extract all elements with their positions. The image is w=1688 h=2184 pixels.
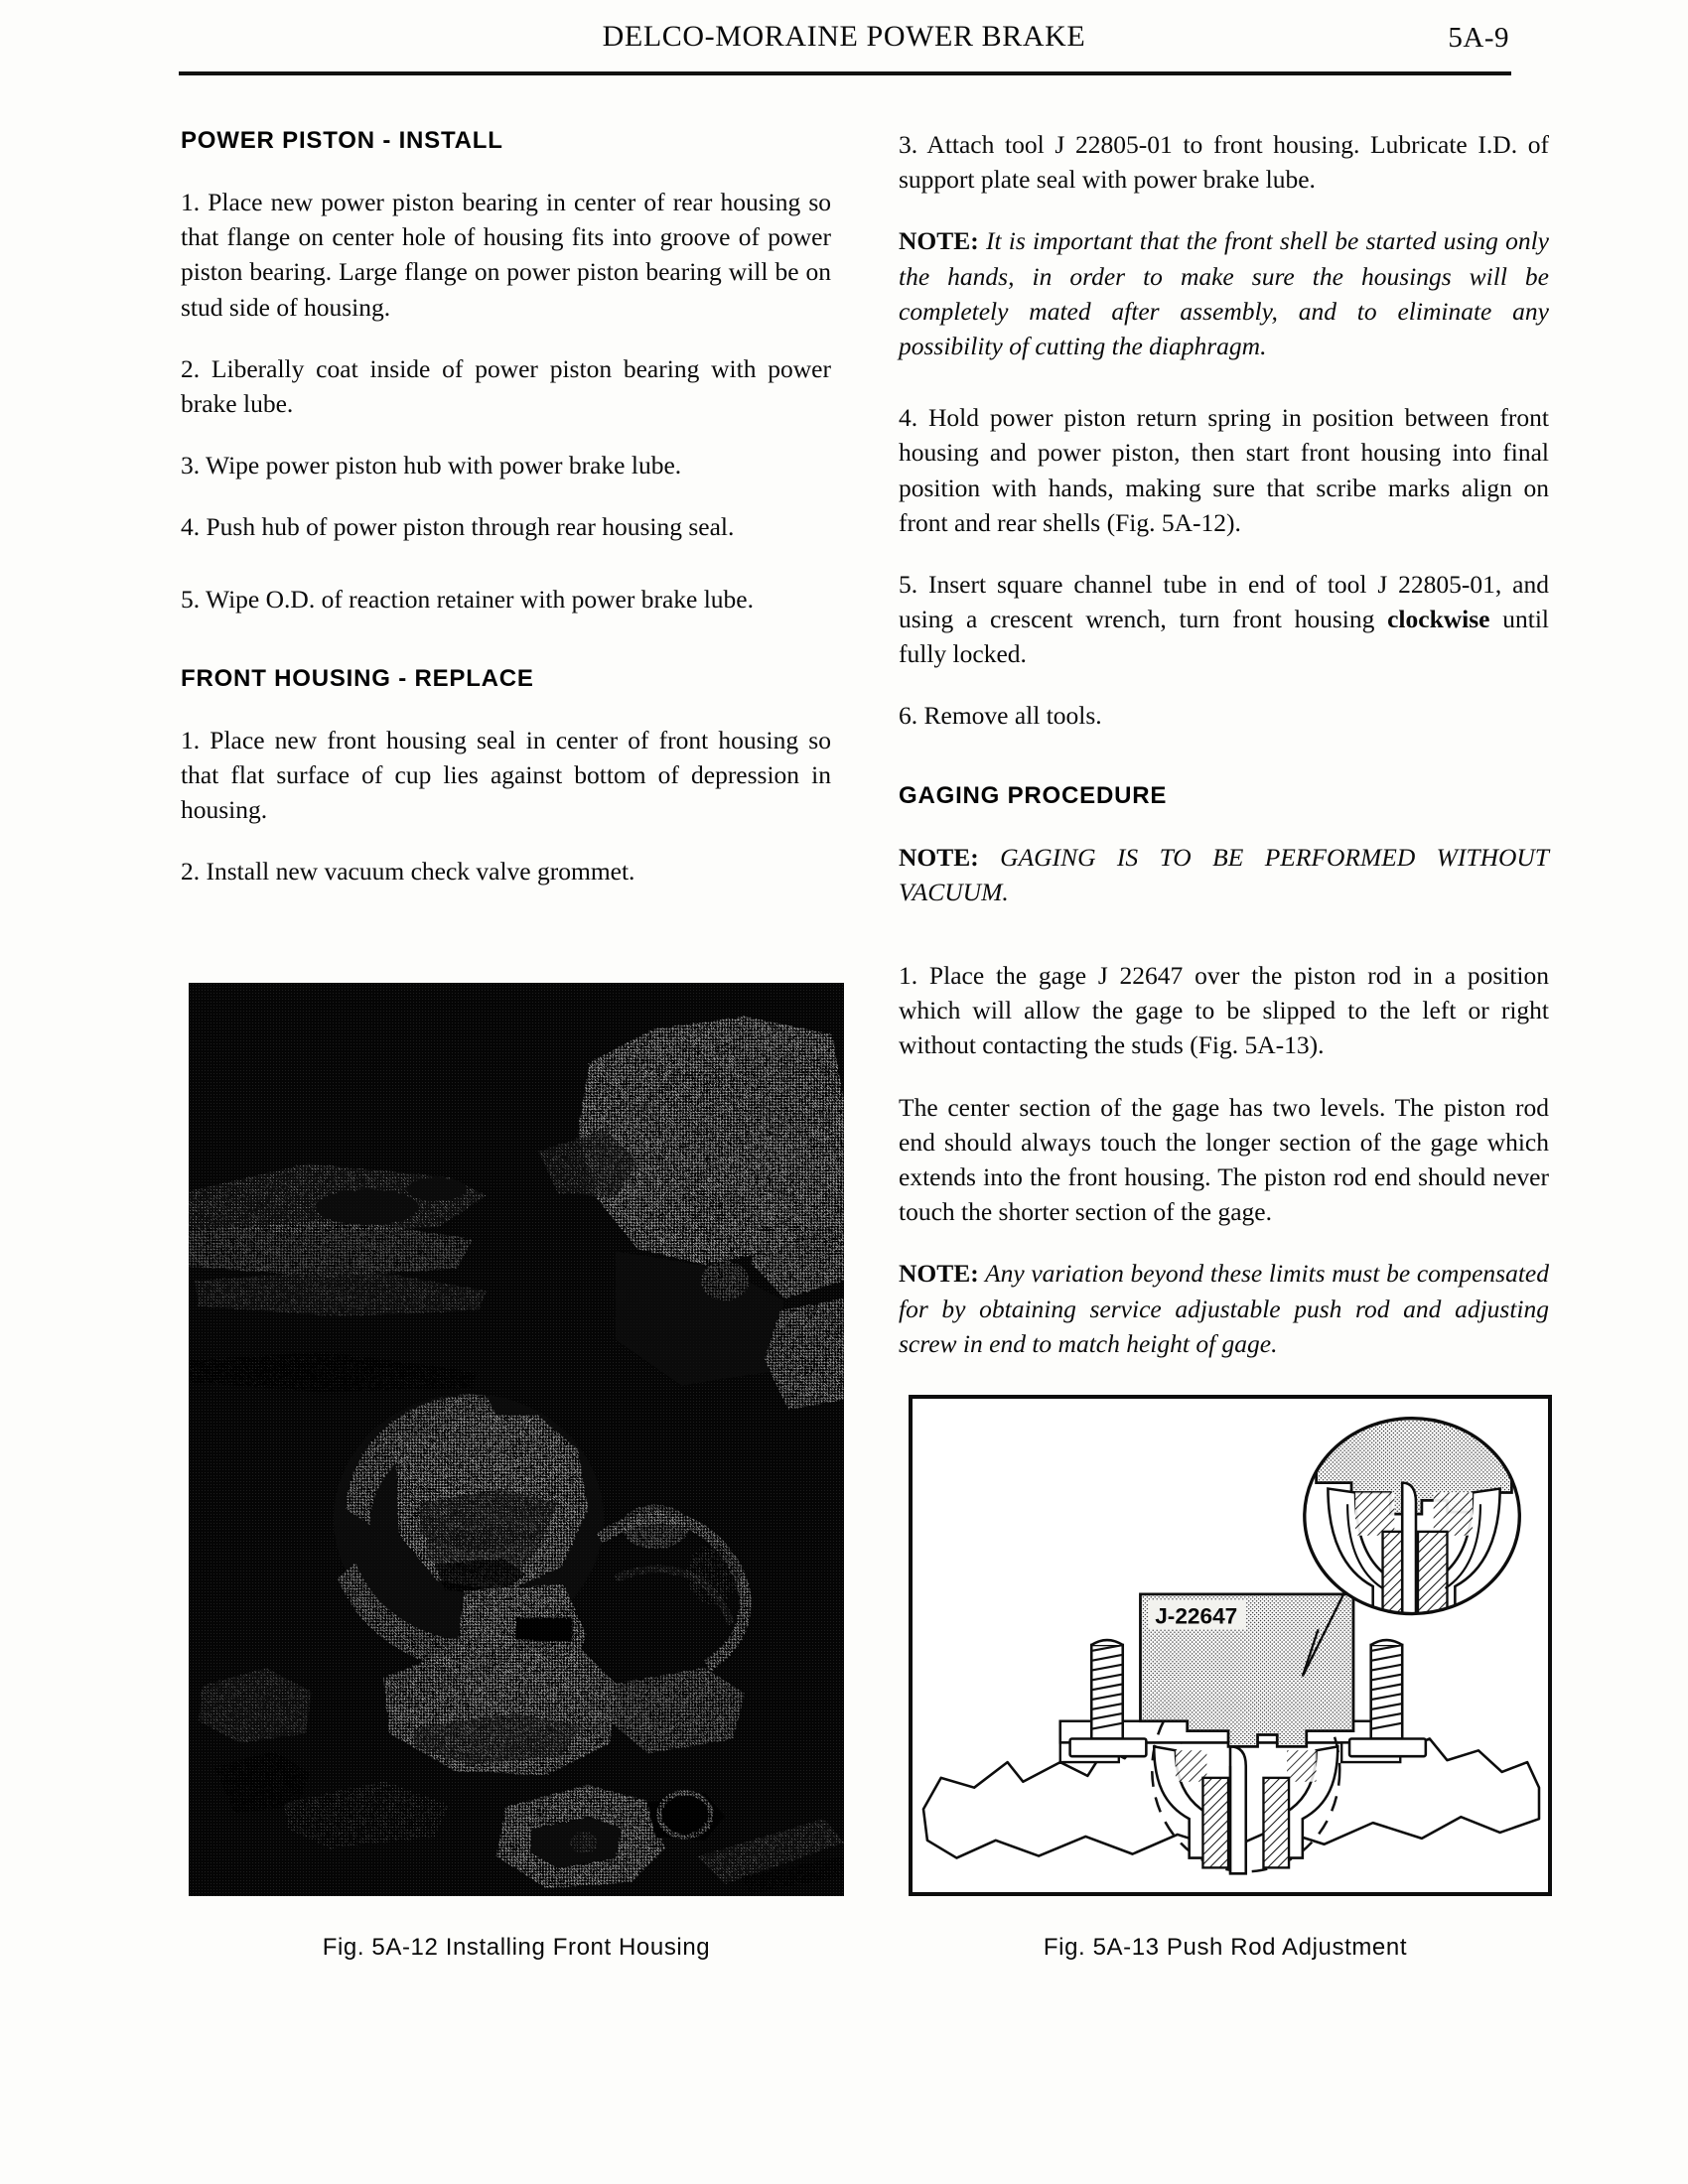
heading-power-piston-install: POWER PISTON - INSTALL [181,127,503,154]
spacer [181,572,831,582]
note-label: NOTE: [899,842,979,872]
step-power-piston-4: 4. Push hub of power piston through rear housing seal. [181,512,735,542]
figure-caption-5a-13: Fig. 5A-13 Push Rod Adjustment [1043,1934,1408,1961]
header-rule [179,71,1511,75]
note-label: NOTE: [899,226,979,256]
note-text: GAGING IS TO BE PERFORMED WITHOUT VACUUM. [899,842,1549,906]
page-number: 5A-9 [1448,22,1509,54]
step-front-housing-4: 4. Hold power piston return spring in position between front housing and power piston, then start front housing into final position with hands, making sure that scribe marks align on front and rear shells (Fig. 5A-12). [899,403,1549,537]
spacer [181,643,831,665]
heading-gaging-procedure: GAGING PROCEDURE [899,781,1168,809]
note-variation-limits [899,1256,1549,1361]
note-text: Any variation beyond these limits must be compensated for by obtaining service adjustable push rod and adjusting screw in end to match height of gage. [899,1259,1549,1358]
step-5-text-part-1: 5. Insert square channel tube in end of tool J 22805-01, and using a crescent wrench, turn front housing [899,569,1549,634]
diagram-tool-label: J-22647 [1155,1603,1238,1629]
step-front-housing-1: 1. Place new front housing seal in center of front housing so that flat surface of cup lies against bottom of depression in housing. [181,725,831,825]
gaging-step-1: 1. Place the gage J 22647 over the piston rod in a position which will allow the gage to be slipped to the left or right without contacting the studs (Fig. 5A-13). [899,961,1549,1060]
heading-front-housing-replace: FRONT HOUSING - REPLACE [181,664,534,692]
step-power-piston-1: 1. Place new power piston bearing in center of rear housing so that flange on center hole of housing fits into groove of power piston bearing. Large flange on power piston bearing will be on stud side of housing. [181,188,831,322]
photo-installing-front-housing [189,983,844,1896]
step-front-housing-6: 6. Remove all tools. [899,701,1102,731]
figure-5a-13 [909,1395,1552,1896]
step-5-text-part-2: until fully locked. [899,605,1549,669]
page-title: DELCO-MORAINE POWER BRAKE [602,20,1086,53]
figure-5a-12 [189,983,844,1896]
note-front-shell [899,223,1549,363]
right-column [899,127,1549,1361]
step-5-emphasis-clockwise: clockwise [1387,605,1490,634]
step-power-piston-2: 2. Liberally coat inside of power piston bearing with power brake lube. [181,353,831,418]
spacer [899,390,1549,400]
step-power-piston-3: 3. Wipe power piston hub with power brake lube. [181,451,682,480]
step-front-housing-2: 2. Install new vacuum check valve grommet. [181,857,635,887]
left-column [181,127,831,888]
diagram-push-rod-adjustment [909,1395,1552,1896]
step-power-piston-5: 5. Wipe O.D. of reaction retainer with power brake lube. [181,584,754,614]
step-front-housing-5 [899,567,1549,672]
note-text: It is important that the front shell be started using only the hands, in order to make sure the housings will be completely mated after assembly, and to eliminate any possibility of cutting the diaphragm. [899,226,1549,360]
gaging-paragraph-center-section: The center section of the gage has two levels. The piston rod end should always touch the longer section of the gage which extends into the front housing. The piston rod end should never touch the shorter section of the gage. [899,1092,1549,1227]
spacer [899,760,1549,782]
note-gaging-vacuum [899,840,1549,909]
running-head [179,20,1509,75]
step-front-housing-3: 3. Attach tool J 22805-01 to front housing. Lubricate I.D. of support plate seal with power brake lube. [899,130,1549,195]
figure-caption-5a-12: Fig. 5A-12 Installing Front Housing [322,1934,711,1961]
spacer [899,936,1549,958]
note-label: NOTE: [899,1259,979,1289]
